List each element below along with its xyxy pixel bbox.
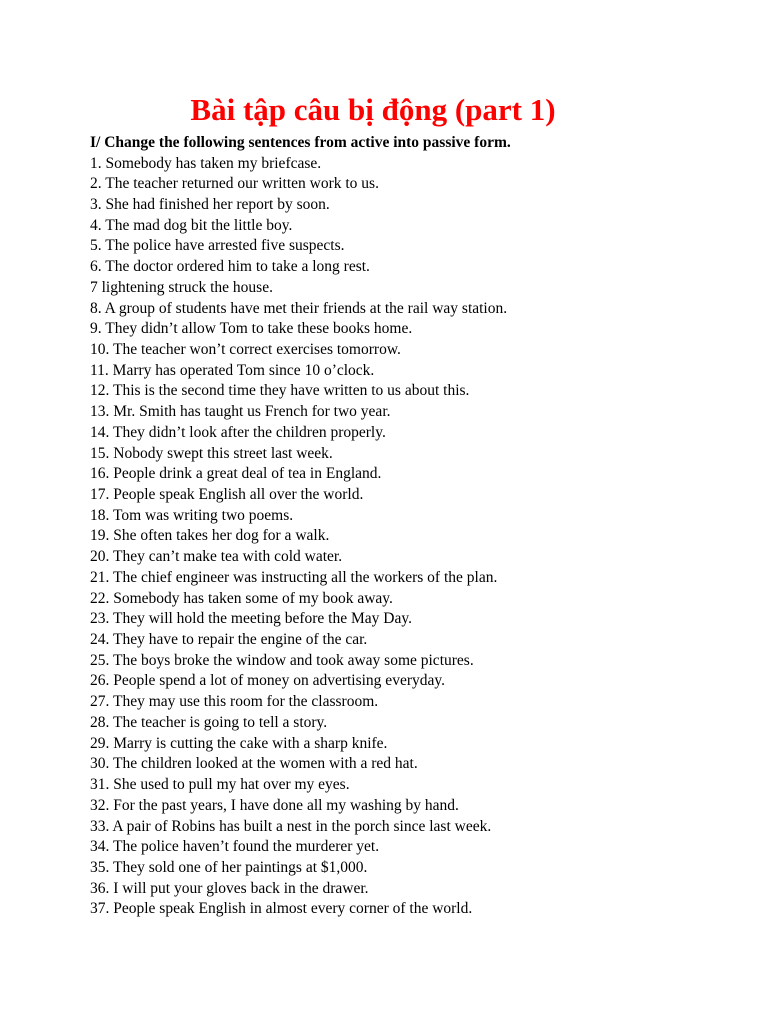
sentence-item: 37. People speak English in almost every corner of the world. xyxy=(90,900,473,918)
sentence-item: 36. I will put your gloves back in the drawer. xyxy=(90,879,369,897)
sentence-item: 33. A pair of Robins has built a nest in the porch since last week. xyxy=(90,817,492,835)
sentence-item: 4. The mad dog bit the little boy. xyxy=(90,216,293,234)
sentence-item: 24. They have to repair the engine of the car. xyxy=(90,631,368,649)
sentence-item: 19. She often takes her dog for a walk. xyxy=(90,527,330,545)
sentence-item: 8. A group of students have met their friends at the rail way station. xyxy=(90,299,508,317)
sentence-item: 18. Tom was writing two poems. xyxy=(90,506,294,524)
sentence-item: 27. They may use this room for the classroom. xyxy=(90,693,379,711)
sentence-item: 28. The teacher is going to tell a story. xyxy=(90,713,328,731)
page-title: Bài tập câu bị động (part 1) xyxy=(190,92,556,127)
sentence-item: 5. The police have arrested five suspects. xyxy=(90,237,345,255)
sentence-item: 21. The chief engineer was instructing all the workers of the plan. xyxy=(90,568,498,586)
sentence-item: 1. Somebody has taken my briefcase. xyxy=(90,154,322,172)
sentence-item: 15. Nobody swept this street last week. xyxy=(90,444,333,462)
sentence-item: 22. Somebody has taken some of my book away. xyxy=(90,589,393,607)
sentence-item: 35. They sold one of her paintings at $1,000. xyxy=(90,858,368,876)
sentence-item: 13. Mr. Smith has taught us French for two year. xyxy=(90,403,391,421)
sentence-item: 6. The doctor ordered him to take a long rest. xyxy=(90,258,370,276)
exercise-instruction: I/ Change the following sentences from active into passive form. xyxy=(90,134,511,151)
sentence-item: 32. For the past years, I have done all my washing by hand. xyxy=(90,796,459,814)
sentence-item: 9. They didn’t allow Tom to take these books home. xyxy=(90,320,413,338)
sentence-item: 3. She had finished her report by soon. xyxy=(90,195,330,213)
sentence-item: 20. They can’t make tea with cold water. xyxy=(90,548,343,566)
sentence-item: 7 lightening struck the house. xyxy=(90,278,273,296)
sentence-item: 10. The teacher won’t correct exercises tomorrow. xyxy=(90,340,401,358)
sentence-item: 12. This is the second time they have written to us about this. xyxy=(90,382,470,400)
sentence-item: 16. People drink a great deal of tea in England. xyxy=(90,465,382,483)
sentence-item: 30. The children looked at the women with a red hat. xyxy=(90,755,418,773)
sentence-item: 34. The police haven’t found the murderer yet. xyxy=(90,838,380,856)
sentence-item: 17. People speak English all over the world. xyxy=(90,486,364,503)
sentence-item: 23. They will hold the meeting before the May Day. xyxy=(90,610,412,628)
sentence-item: 31. She used to pull my hat over my eyes. xyxy=(90,776,350,794)
sentence-item: 25. The boys broke the window and took away some pictures. xyxy=(90,651,474,669)
sentence-item: 26. People spend a lot of money on advertising everyday. xyxy=(90,672,445,690)
sentence-item: 29. Marry is cutting the cake with a sharp knife. xyxy=(90,734,388,752)
sentence-list xyxy=(90,154,507,921)
sentence-item: 11. Marry has operated Tom since 10 o’clock. xyxy=(90,361,375,379)
sentence-item: 2. The teacher returned our written work to us. xyxy=(90,175,379,193)
sentence-item: 14. They didn’t look after the children properly. xyxy=(90,423,386,441)
